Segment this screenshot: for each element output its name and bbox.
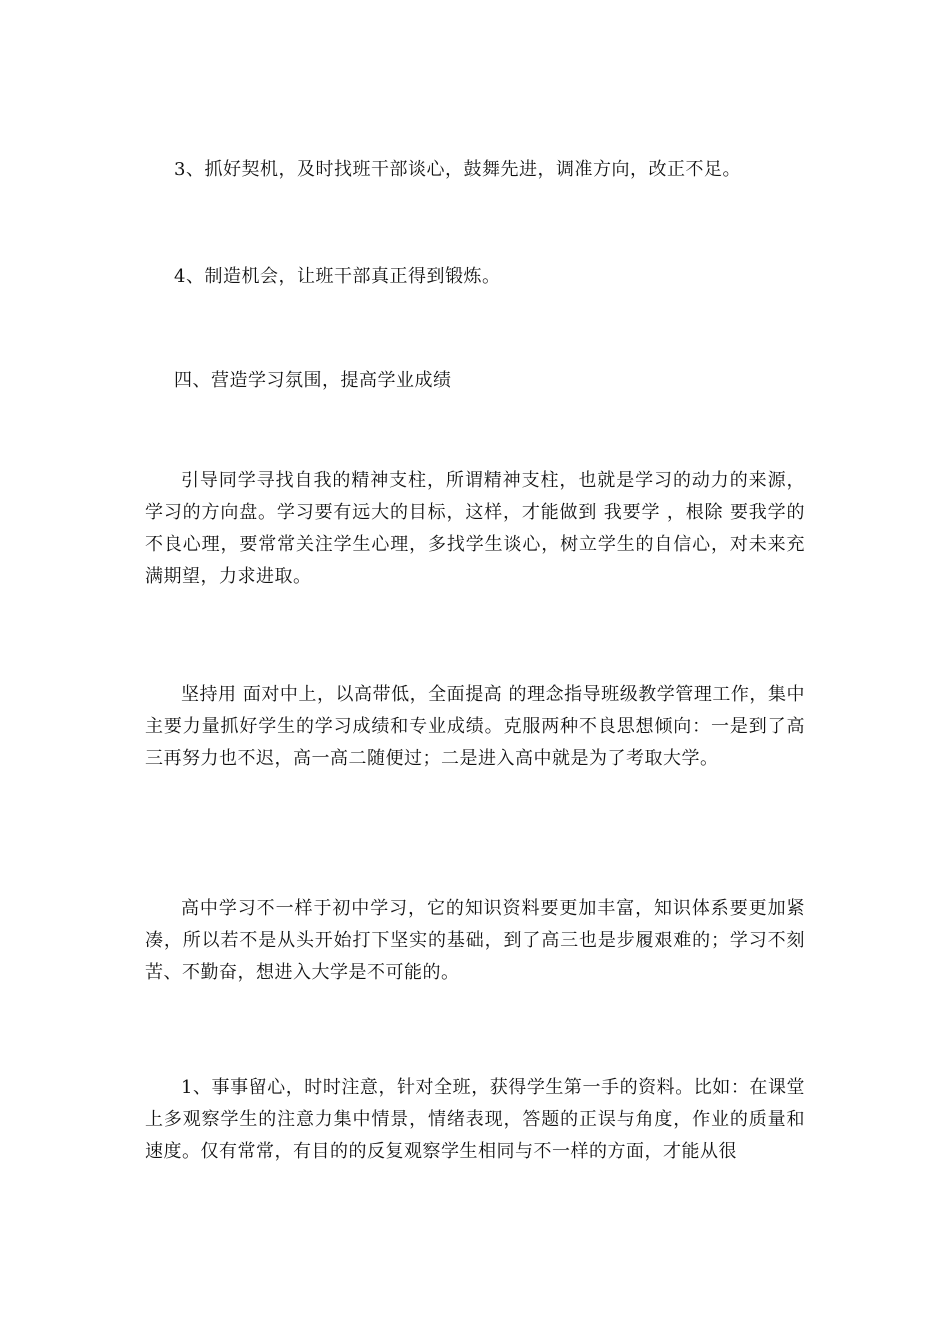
- list-item-4: 4、制造机会，让班干部真正得到锻炼。: [174, 266, 501, 287]
- section-heading: 四、营造学习氛围，提高学业成绩: [174, 370, 452, 391]
- paragraph-teaching-philosophy: 坚持用 面对中上，以高带低，全面提高 的理念指导班级教学管理工作，集中主要力量抓好学生的学习成绩和专业成绩。克服两种不良思想倾向：一是到了高三再努力也不迟，高一高二随便过；二是进入高中就是为了考取大学。: [145, 684, 805, 769]
- list-item-1: 1、事事留心，时时注意，针对全班，获得学生第一手的资料。比如：在课堂上多观察学生的注意力集中情景，情绪表现，答题的正误与角度，作业的质量和速度。仅有常常，有目的的反复观察学生相同与不一样的方面，才能从很: [145, 1077, 805, 1162]
- paragraph-spiritual-pillar: 引导同学寻找自我的精神支柱，所谓精神支柱，也就是学习的动力的来源，学习的方向盘。学习要有远大的目标，这样，才能做到 我要学 ，根除 要我学的不良心理，要常常关注学生心理，多找学生谈心，树立学生的自信心，对未来充满期望，力求进取。: [145, 470, 805, 587]
- list-item-3: 3、抓好契机，及时找班干部谈心，鼓舞先进，调准方向，改正不足。: [174, 159, 741, 180]
- paragraph-high-school-study: 高中学习不一样于初中学习，它的知识资料要更加丰富，知识体系要更加紧凑，所以若不是从头开始打下坚实的基础，到了高三也是步履艰难的；学习不刻苦、不勤奋，想进入大学是不可能的。: [145, 898, 805, 983]
